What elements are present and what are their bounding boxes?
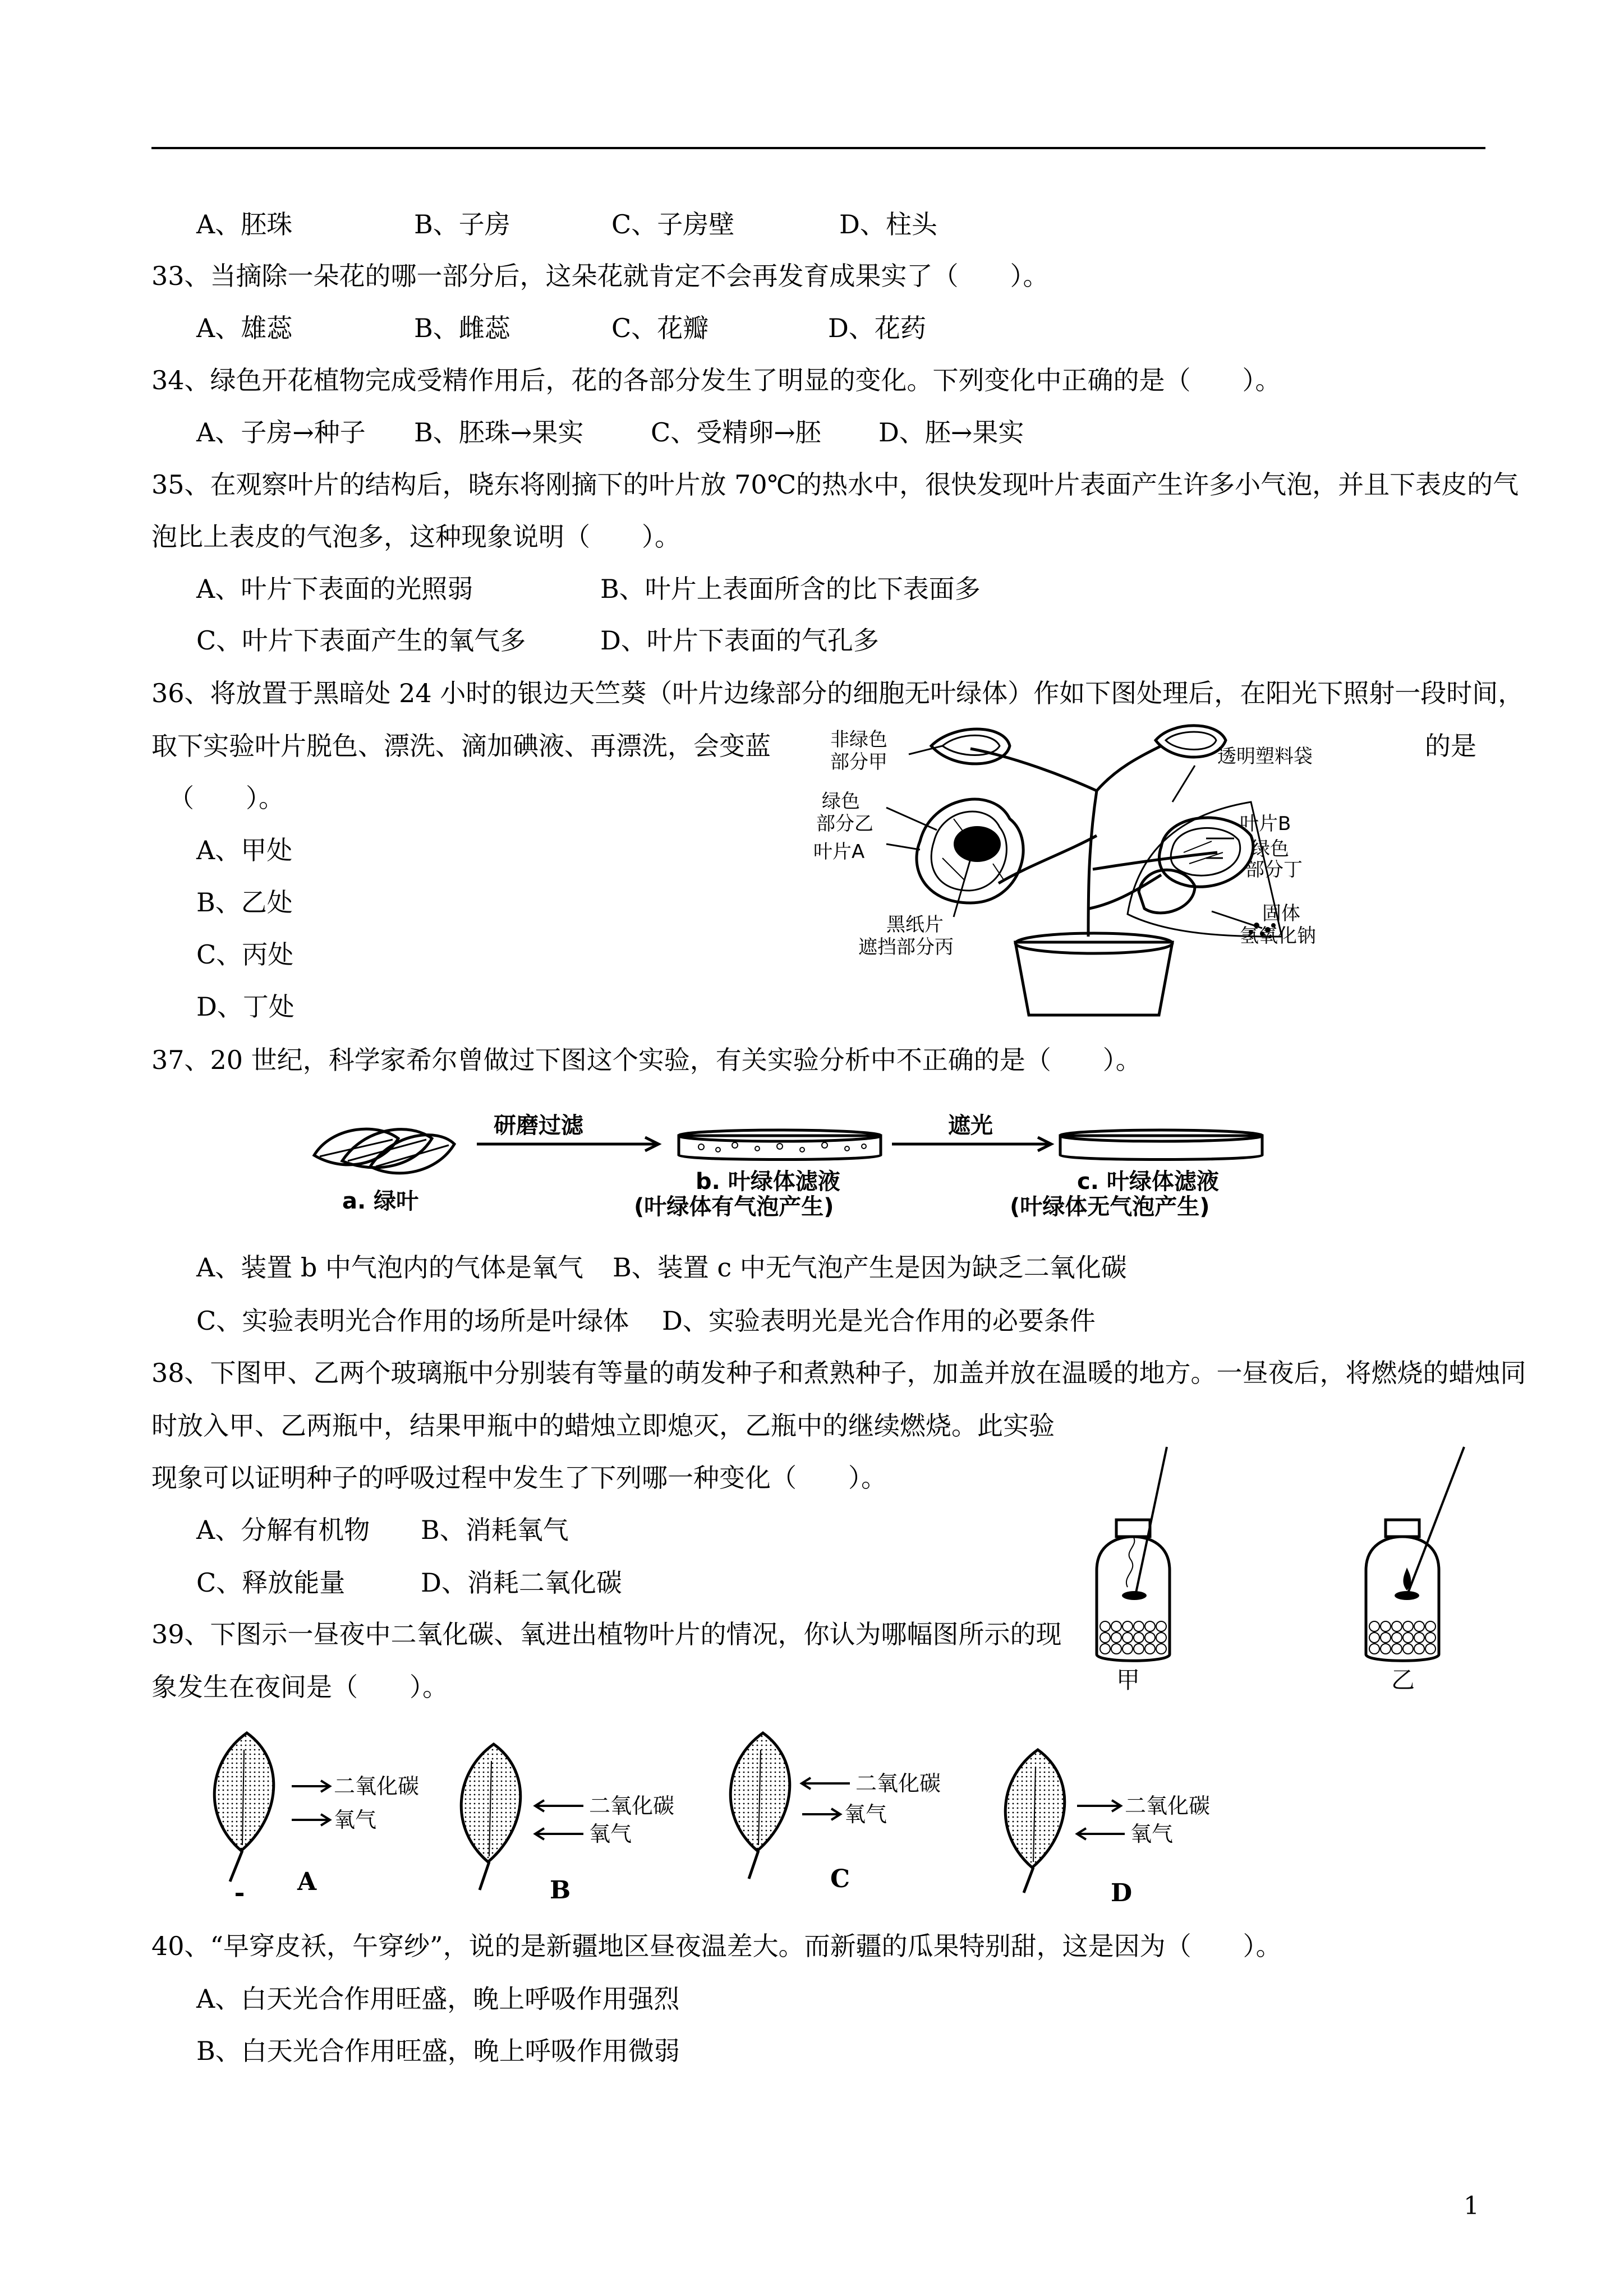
panel-c-co2: 二氧化碳 — [855, 1771, 941, 1796]
q36-option-b: B、乙处 — [196, 887, 293, 918]
q35-option-a: A、叶片下表面的光照弱 — [196, 574, 473, 604]
q34-stem: 34、绿色开花植物完成受精作用后，花的各部分发生了明显的变化。下列变化中正确的是（ ）。 — [151, 365, 1281, 395]
q36-stem-line2b: 的是 — [1425, 731, 1476, 761]
q36-option-d: D、丁处 — [196, 992, 295, 1022]
fig-label-black-paper-1: 黑纸片 — [886, 914, 944, 936]
fig-label-a: a. 绿叶 — [342, 1188, 419, 1214]
q37-option-b: B、装置 c 中无气泡产生是因为缺乏二氧化碳 — [613, 1252, 1127, 1283]
q40-option-b: B、白天光合作用旺盛，晚上呼吸作用微弱 — [196, 2036, 680, 2066]
fig-arrow2-label: 遮光 — [948, 1113, 993, 1138]
panel-d-leaf — [1005, 1750, 1125, 1893]
q34-option-b: B、胚珠→果实 — [414, 417, 584, 448]
q37-experiment-figure — [309, 1105, 1358, 1220]
q35-stem-line2: 泡比上表皮的气泡多，这种现象说明（ ）。 — [151, 522, 680, 552]
q33-option-c: C、花瓣 — [611, 313, 709, 343]
q36-option-c: C、丙处 — [196, 939, 294, 970]
q36-option-a: A、甲处 — [196, 835, 293, 865]
q39-leaves-figure — [191, 1722, 1313, 1907]
fig-arrow1-label: 研磨过滤 — [494, 1113, 583, 1138]
q38-stem-line3: 现象可以证明种子的呼吸过程中发生了下列哪一种变化（ ）。 — [151, 1463, 887, 1493]
q32-option-b: B、子房 — [414, 209, 510, 239]
q38-option-d: D、消耗二氧化碳 — [421, 1567, 622, 1598]
panel-a-label: A — [297, 1868, 317, 1896]
q39-stem-line2: 象发生在夜间是（ ）。 — [151, 1672, 448, 1702]
q35-option-b: B、叶片上表面所含的比下表面多 — [600, 574, 981, 604]
q33-stem: 33、当摘除一朵花的哪一部分后，这朵花就肯定不会再发育成果实了（ ）。 — [151, 261, 1049, 291]
jar-label-a: 甲 — [1116, 1666, 1140, 1694]
q35-option-d: D、叶片下表面的气孔多 — [600, 625, 879, 656]
q35-option-c: C、叶片下表面产生的氧气多 — [196, 625, 526, 656]
fig-label-c1: c. 叶绿体滤液 — [1077, 1169, 1219, 1195]
page-number: 1 — [1464, 2192, 1479, 2220]
q34-option-a: A、子房→种子 — [196, 417, 366, 448]
q36-plant-figure — [813, 723, 1341, 1026]
q38-option-b: B、消耗氧气 — [421, 1515, 569, 1545]
panel-b-co2: 二氧化碳 — [589, 1794, 675, 1818]
q36-stem-line2a: 取下实验叶片脱色、漂洗、滴加碘液、再漂洗，会变蓝 — [151, 731, 771, 761]
fig-label-b1: b. 叶绿体滤液 — [696, 1169, 840, 1195]
panel-a-leaf — [214, 1733, 330, 1882]
panel-d-label: D — [1111, 1879, 1133, 1907]
fig-label-black-paper-2: 遮挡部分丙 — [858, 936, 954, 958]
q32-option-c: C、子房壁 — [611, 209, 735, 239]
panel-c-label: C — [830, 1865, 850, 1893]
panel-b-leaf — [461, 1744, 583, 1890]
fig-label-naoh-1: 固体 — [1262, 902, 1300, 925]
q37-option-a: A、装置 b 中气泡内的气体是氧气 — [196, 1252, 583, 1283]
q40-option-a: A、白天光合作用旺盛，晚上呼吸作用强烈 — [196, 1984, 680, 2014]
q37-option-c: C、实验表明光合作用的场所是叶绿体 — [196, 1306, 629, 1336]
jar-a-seeds — [1100, 1621, 1166, 1654]
fig-label-naoh-2: 氢氧化钠 — [1240, 925, 1316, 947]
q33-option-a: A、雄蕊 — [196, 313, 293, 343]
q39-stem-line1: 39、下图示一昼夜中二氧化碳、氧进出植物叶片的情况，你认为哪幅图所示的现 — [151, 1619, 1062, 1649]
panel-b-o2: 氧气 — [589, 1822, 632, 1846]
q34-option-c: C、受精卵→胚 — [651, 417, 821, 448]
panel-d-co2: 二氧化碳 — [1125, 1794, 1211, 1818]
panel-c-o2: 氧气 — [844, 1802, 887, 1827]
panel-b-label: B — [550, 1876, 571, 1905]
fig-label-leaf-a: 叶片A — [813, 841, 865, 863]
q33-option-b: B、雌蕊 — [414, 313, 510, 343]
panel-d-o2: 氧气 — [1130, 1822, 1174, 1846]
q32-option-d: D、柱头 — [839, 209, 937, 239]
q38-option-c: C、释放能量 — [196, 1567, 346, 1598]
jar-label-b: 乙 — [1391, 1666, 1415, 1694]
fig-label-leaf-b: 叶片B — [1240, 813, 1291, 835]
q32-option-a: A、胚珠 — [196, 209, 293, 239]
q38-option-a: A、分解有机物 — [196, 1515, 370, 1545]
header-rule — [151, 147, 1485, 149]
fig-label-bag: 透明塑料袋 — [1217, 745, 1313, 768]
jar-b-seeds — [1369, 1621, 1436, 1654]
fig-label-green-d-1: 绿色 — [1251, 838, 1289, 860]
q34-option-d: D、胚→果实 — [878, 417, 1024, 448]
q35-stem-line1: 35、在观察叶片的结构后，晓东将刚摘下的叶片放 70℃的热水中，很快发现叶片表面产生许多小气泡，并且下表皮的气 — [151, 469, 1519, 500]
fig-label-nongreen-2: 部分甲 — [830, 751, 887, 773]
fig-label-nongreen-1: 非绿色 — [830, 729, 887, 751]
fig-label-green-b-2: 部分乙 — [816, 813, 873, 835]
q40-stem: 40、“早穿皮袄，午穿纱”，说的是新疆地区昼夜温差大。而新疆的瓜果特别甜，这是因为（ ）。 — [151, 1931, 1282, 1961]
q36-stem-line3: （ ）。 — [168, 783, 284, 813]
q33-option-d: D、花药 — [828, 313, 926, 343]
panel-a-o2: 氧气 — [334, 1808, 377, 1832]
fig-label-green-d-2: 部分丁 — [1245, 859, 1303, 881]
panel-a-co2: 二氧化碳 — [334, 1774, 420, 1799]
q38-stem-line1: 38、下图甲、乙两个玻璃瓶中分别装有等量的萌发种子和煮熟种子，加盖并放在温暖的地方。一昼夜后，将燃烧的蜡烛同 — [151, 1358, 1526, 1388]
fig-label-b2: (叶绿体有气泡产生) — [634, 1194, 834, 1220]
fig-label-c2: (叶绿体无气泡产生) — [1010, 1194, 1210, 1220]
panel-c-leaf — [730, 1733, 850, 1879]
q37-stem: 37、20 世纪，科学家希尔曾做过下图这个实验，有关实验分析中不正确的是（ ）。 — [151, 1045, 1142, 1075]
q36-stem-line1: 36、将放置于黑暗处 24 小时的银边天竺葵（叶片边缘部分的细胞无叶绿体）作如下图处理后，在阳光下照射一段时间， — [151, 678, 1524, 708]
fig-label-green-b-1: 绿色 — [822, 790, 860, 813]
q38-stem-line2: 时放入甲、乙两瓶中，结果甲瓶中的蜡烛立即熄灭，乙瓶中的继续燃烧。此实验 — [151, 1410, 1055, 1441]
q38-jars-figure — [1083, 1441, 1487, 1694]
q37-option-d: D、实验表明光是光合作用的必要条件 — [662, 1306, 1096, 1336]
